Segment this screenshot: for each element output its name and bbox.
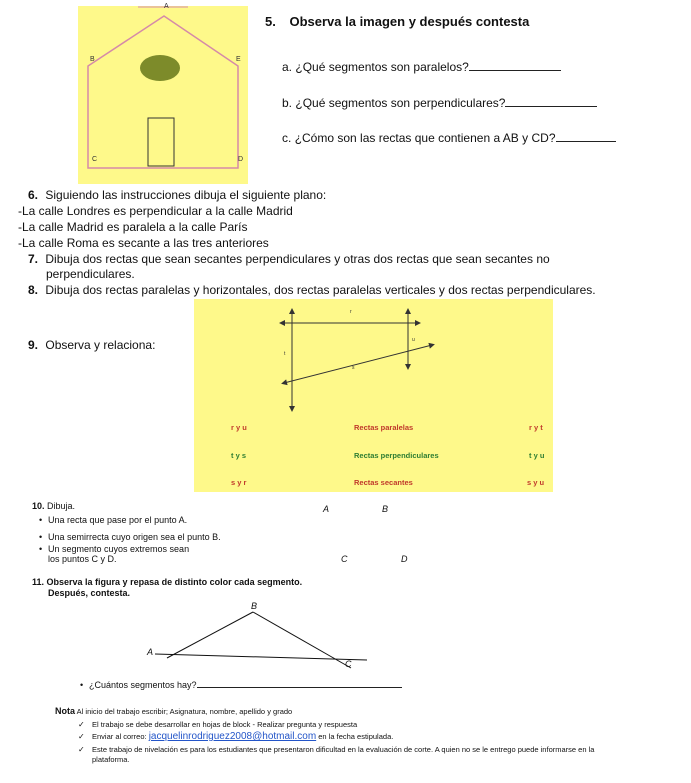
q10-number: 10. (32, 501, 45, 511)
line-s (284, 345, 432, 383)
q6-line-3: -La calle Roma es secante a las tres anteriores (18, 236, 269, 250)
q9-row2-middle: Rectas perpendiculares (354, 451, 439, 460)
q10-title (32, 501, 75, 512)
q9-number: 9. (28, 338, 39, 352)
q5-item-c (282, 131, 616, 145)
q9-row1-right: r y t (529, 423, 543, 432)
q11-drawing (145, 598, 370, 678)
nota-label: Nota (55, 706, 75, 716)
q6-title-text: Siguiendo las instrucciones dibuja el siguiente plano: (45, 188, 327, 202)
q11-question-text: ¿Cuántos segmentos hay? (89, 680, 197, 690)
q10-bullet-1: • Una recta que pase por el punto A. (48, 515, 187, 526)
q9-label-r: r (350, 309, 352, 315)
q10-bullet-3: • Un segmento cuyos extremos sean (48, 544, 189, 555)
q7-line-1 (28, 252, 550, 266)
q8-line (28, 283, 596, 297)
q11-line-horizontal (155, 654, 367, 660)
email-link[interactable]: jacquelinrodriguez2008@hotmail.com (148, 731, 317, 742)
q11-line-1 (32, 577, 302, 588)
q5-item-b-letter: b. (282, 96, 293, 110)
house-point-d: D (238, 156, 244, 163)
q7-line-2: perpendiculares. (46, 267, 135, 281)
q5-item-c-text: ¿Cómo son las rectas que contienen a AB y CD? (294, 131, 556, 145)
q10-bullet-3-cont: los puntos C y D. (48, 554, 117, 564)
q11-question (89, 680, 402, 691)
q9-row1-middle: Rectas paralelas (354, 423, 414, 432)
q11-line-ab (167, 612, 253, 658)
q8-text: Dibuja dos rectas paralelas y horizontales, dos rectas paralelas verticales y dos rectas perpendiculares. (45, 283, 596, 297)
house-point-e: E (236, 56, 241, 63)
q9-title (28, 338, 155, 352)
q10-title-text: Dibuja. (47, 501, 76, 511)
window-circle (140, 55, 180, 81)
house-figure (78, 3, 248, 184)
nota-item-2-suffix: en la fecha estipulada. (318, 732, 394, 741)
q10-point-d: D (401, 554, 408, 564)
q10-bullet-2: • Una semirrecta cuyo origen sea el punto B. (48, 532, 221, 543)
q5-item-c-letter: c. (282, 131, 292, 145)
q9-row1-left: r y u (231, 423, 247, 432)
q11-point-a: A (147, 647, 154, 657)
q9-lines-drawing (194, 299, 553, 492)
q5-title (265, 15, 529, 29)
q11-text-1: Observa la figura y repasa de distinto color cada segmento. (46, 577, 303, 587)
nota-intro (55, 707, 292, 716)
q9-row3-right: s y u (527, 478, 545, 487)
q11-line-2: Después, contesta. (48, 588, 131, 598)
q6-line-2: -La calle Madrid es paralela a la calle París (18, 220, 248, 234)
nota-item-3: ✓ Este trabajo de nivelación es para los estudiantes que presentaron dificultad en la evaluación de corte. A quien no se le entrego puede informarse en la (92, 745, 594, 754)
q10-point-a: A (323, 504, 330, 514)
house-point-a: A (164, 3, 169, 10)
q10-point-c: C (341, 554, 348, 564)
nota-item-2-prefix: Enviar al correo: (92, 732, 147, 741)
q5-item-b (282, 96, 597, 110)
q10-point-b: B (382, 504, 389, 514)
q11-figure (145, 598, 370, 678)
q6-title (28, 188, 326, 202)
q11-point-b: B (251, 601, 258, 611)
q9-title-text: Observa y relaciona: (45, 338, 156, 352)
q5-item-a (282, 60, 561, 74)
q9-label-s: s (352, 365, 355, 371)
q9-figure (194, 299, 553, 492)
house-point-b: B (90, 56, 95, 63)
q5-item-a-text: ¿Qué segmentos son paralelos? (295, 60, 469, 74)
q7-text-1: Dibuja dos rectas que sean secantes perpendiculares y otras dos rectas que sean secantes no (45, 252, 550, 266)
q9-label-t: t (284, 351, 286, 357)
nota-item-3-cont: plataforma. (92, 755, 130, 764)
q6-line-1: -La calle Londres es perpendicular a la calle Madrid (18, 204, 293, 218)
q9-row2-left: t y s (231, 451, 247, 460)
q9-label-u: u (412, 337, 415, 343)
q5-item-a-letter: a. (282, 60, 293, 74)
house-drawing (78, 6, 248, 184)
q5-title-text: Observa la imagen y después contesta (289, 14, 530, 29)
q5-item-b-text: ¿Qué segmentos son perpendiculares? (295, 96, 506, 110)
q11-point-c: C (345, 659, 352, 669)
nota-item-1: ✓ El trabajo se debe desarrollar en hojas de block - Realizar pregunta y respuesta (92, 720, 357, 729)
q5-number: 5. (265, 14, 276, 29)
house-point-c: C (92, 156, 98, 163)
q7-number: 7. (28, 252, 39, 266)
q8-number: 8. (28, 283, 39, 297)
nota-item-2 (92, 732, 393, 741)
q9-row3-left: s y r (231, 478, 247, 487)
q9-row2-right: t y u (529, 451, 545, 460)
q9-row3-middle: Rectas secantes (354, 478, 413, 487)
nota-intro-text: Al inicio del trabajo escribir; Asignatura, nombre, apellido y grado (76, 707, 293, 716)
house-outline (88, 16, 238, 168)
q11-number: 11. (32, 577, 45, 587)
door-rect (148, 118, 174, 166)
q6-number: 6. (28, 188, 39, 202)
